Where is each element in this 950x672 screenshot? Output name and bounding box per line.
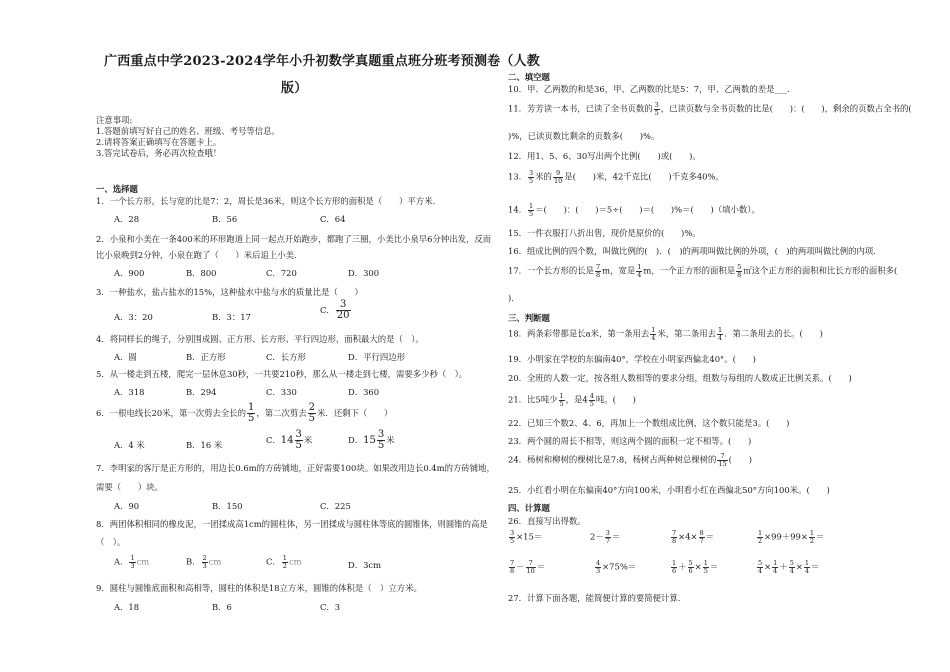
- q7-option-c: C．225: [320, 501, 351, 511]
- question-7-stem-1: 7．李明家的客厅是正方形的，用边长0.6m的方砖铺地，正好需要100块。如果改用边长0.4m的方砖铺地，: [96, 463, 495, 473]
- calc-text: ＝: [536, 561, 546, 572]
- question-23: 23．两个圆的周长不相等，则这两个圆的面积一定不相等。( ): [508, 436, 752, 446]
- fraction: [717, 453, 727, 467]
- q6-option-c: [266, 430, 312, 451]
- denominator: 6: [672, 566, 677, 575]
- question-8-stem-1: 8．两团体积相同的橡皮泥，一团揉成高1cm的圆柱体，另一团揉成与圆柱体等底的圆锥体，则圆锥的高是: [96, 519, 488, 529]
- q21-text-b: ，是: [565, 394, 583, 405]
- calc-item: [670, 560, 718, 574]
- calc-text: ×: [764, 561, 772, 572]
- numerator: 9: [553, 170, 563, 178]
- question-13: [508, 170, 724, 184]
- q1-option-c: C．64: [320, 214, 346, 224]
- denominator: 4: [637, 270, 642, 279]
- q7-option-b: B．150: [212, 501, 243, 511]
- denominator: 5: [377, 440, 385, 451]
- q2-option-c: C．720: [266, 268, 297, 278]
- fraction: [703, 560, 709, 574]
- q18-text-c: ．第二条用去的长。( ): [724, 328, 823, 339]
- q24-text-b: ( ): [728, 454, 752, 465]
- unit: 米: [386, 435, 395, 445]
- denominator: 5: [559, 399, 564, 408]
- q24-text-a: 24．杨树和柳树的棵树比是7:8，杨树占两种树总棵树的: [508, 454, 717, 465]
- numerator: 1: [651, 326, 656, 334]
- numerator: 1: [282, 554, 287, 562]
- calc-text: ×: [795, 561, 803, 572]
- q13-num: 13．: [508, 171, 528, 182]
- fraction: [654, 102, 660, 116]
- question-12: 12．用1、5、6、30写出两个比例( )或( )。: [508, 151, 701, 161]
- fraction: [757, 530, 763, 544]
- section-title-calc: 四、计算题: [508, 503, 550, 513]
- note-item: 2.请将答案正确填写在答题卡上。: [96, 137, 222, 147]
- q8-option-a: [114, 555, 149, 569]
- numerator: 8: [699, 529, 704, 537]
- denominator: 3: [202, 561, 207, 570]
- calc-item: [590, 530, 620, 544]
- denominator: 15: [718, 459, 727, 468]
- fraction: [559, 393, 565, 407]
- q3-option-c: [320, 300, 352, 321]
- numerator: 3: [529, 169, 534, 177]
- q4-option-d: D．平行四边形: [348, 352, 405, 362]
- numerator: 2: [308, 402, 315, 413]
- question-2-stem-1: 2．小泉和小美在一条400米的环形跑道上同一起点开始跑步，都跑了三圈，小美比小泉早6分钟出发，反而: [96, 234, 492, 244]
- question-10: 10．甲、乙两数的和是36，甲、乙两数的比是5：7，甲、乙两数的差是___.: [508, 84, 790, 94]
- calc-text: ＝: [705, 531, 715, 542]
- denominator: 8: [737, 270, 742, 279]
- fraction: [589, 393, 595, 407]
- q17-text-c: m，一个正方形的面积是: [643, 265, 736, 276]
- calc-text: ×99＋99×: [764, 531, 808, 542]
- q4-option-a: A．圆: [114, 352, 137, 362]
- calc-text: ×: [694, 561, 702, 572]
- fraction: [528, 170, 534, 184]
- calc-text: 2－: [590, 531, 604, 542]
- numerator: 1: [247, 402, 255, 413]
- denominator: 10: [553, 176, 563, 185]
- section-title-choice: 一、选择题: [96, 184, 138, 194]
- calc-text: ×4×: [678, 531, 698, 542]
- numerator: 3: [510, 529, 515, 537]
- fraction: [772, 560, 778, 574]
- numerator: 1: [559, 392, 564, 400]
- numerator: 7: [526, 560, 536, 568]
- denominator: 5: [703, 566, 708, 575]
- numerator: 5: [737, 263, 742, 271]
- q6-text-a: 6．一根电线长20米，第一次剪去全长的: [96, 408, 246, 418]
- denominator: 4: [758, 566, 763, 575]
- question-25: 25．小红看小明在东偏南40°方向100米，小明看小红在西偏北50°方向100米。( ): [508, 485, 830, 495]
- q4-option-b: B．正方形: [186, 352, 226, 362]
- note-item: 1.答题前填写好自己的姓名、班级、考号等信息。: [96, 126, 280, 136]
- q6-text-c: 米．还剩下（ ）: [316, 408, 393, 418]
- numerator: 1: [718, 326, 723, 334]
- calc-text: ＝: [811, 561, 820, 572]
- numerator: 4: [596, 559, 601, 567]
- calc-text: ×15＝: [516, 531, 543, 542]
- calc-text: ＋: [779, 561, 788, 572]
- q9-option-c: C．3: [320, 602, 341, 612]
- q5-option-a: A．318: [114, 387, 145, 397]
- q17-text-b: m，宽是: [602, 265, 636, 276]
- page-title-line2: 版）: [281, 81, 308, 96]
- q3-option-b: B．3：17: [212, 312, 251, 322]
- calc-item: [756, 530, 824, 544]
- q6-option-b: B．16 米: [186, 440, 223, 450]
- calc-item: [594, 560, 636, 574]
- calc-item: [670, 530, 714, 544]
- fraction: [377, 430, 385, 451]
- fraction: [699, 530, 705, 544]
- question-20: 20．全班的人数一定，按各组人数相等的要求分组，组数与每组的人数成正比例关系。( ): [508, 373, 852, 383]
- denominator: 7: [605, 536, 610, 545]
- numerator: 1: [637, 263, 642, 271]
- q21-text-a: 21．比5吨少: [508, 394, 558, 405]
- question-26: 26．直接写出得数。: [508, 516, 586, 526]
- q21-text-c: 吨。( ): [595, 394, 636, 405]
- calc-item: [508, 530, 542, 544]
- q2-option-b: B．800: [186, 268, 217, 278]
- mixed-whole: 14: [280, 435, 294, 446]
- question-27: 27．计算下面各题，能简便计算的要简便计算.: [508, 593, 681, 603]
- q8-option-d: D．3cm: [348, 560, 382, 570]
- fraction: [636, 264, 642, 278]
- q11-text-a: 11．芳芳读一本书，已读了全书页数的: [508, 103, 653, 114]
- q9-option-a: A．18: [114, 602, 140, 612]
- unit: cm: [136, 556, 150, 567]
- denominator: 6: [688, 566, 693, 575]
- numerator: 3: [295, 429, 302, 440]
- question-15: 15．一件衣服打八折出售，现价是原价的( )%。: [508, 228, 701, 238]
- denominator: 7: [699, 536, 704, 545]
- fraction: [605, 530, 611, 544]
- calc-text: ＝: [611, 531, 621, 542]
- numerator: 1: [529, 202, 534, 210]
- question-19: 19．小明家在学校的东偏南40°，学校在小明家西偏北40°。( ): [508, 354, 756, 364]
- question-22: 22．已知三个数2、4、6，再加上一个数组成比例，这个数只能是3。( ): [508, 418, 790, 428]
- question-7-stem-2: 需要（ ）块。: [96, 482, 163, 492]
- denominator: 8: [672, 536, 677, 545]
- denominator: 4: [804, 566, 809, 575]
- calc-text: ×75%＝: [602, 561, 637, 572]
- denominator: 4: [651, 333, 656, 342]
- q17-text-d: ㎡这个正方形的面积和比长方形的面积多(: [743, 265, 898, 276]
- question-24: [508, 453, 752, 467]
- q6-option-d: [348, 430, 395, 451]
- fraction: [526, 560, 536, 574]
- question-2-stem-2: 比小泉晚到2分钟，小泉在跑了（ ）米后追上小美.: [96, 250, 297, 260]
- fraction: [789, 560, 795, 574]
- fraction: [308, 403, 316, 424]
- fraction: [688, 560, 694, 574]
- denominator: 4: [718, 333, 723, 342]
- denominator: 5: [529, 209, 534, 218]
- numerator: 1: [809, 529, 815, 537]
- q5-option-c: C．330: [266, 387, 297, 397]
- q14-num: 14．: [508, 204, 528, 215]
- q2-option-a: A．900: [114, 268, 145, 278]
- fraction: [650, 327, 656, 341]
- question-8-stem-2: （ ）。: [96, 537, 126, 547]
- numerator: 3: [377, 429, 385, 440]
- denominator: 2: [758, 536, 763, 545]
- fraction: [717, 327, 723, 341]
- q17-text-a: 17．一个长方形的长是: [508, 265, 595, 276]
- fraction: [553, 170, 563, 184]
- denominator: 5: [510, 536, 515, 545]
- denominator: 3: [130, 561, 135, 570]
- numerator: 3: [654, 101, 659, 109]
- numerator: 5: [758, 559, 763, 567]
- numerator: 4: [589, 392, 594, 400]
- fraction: [336, 300, 351, 321]
- question-11-line-1: [508, 102, 912, 116]
- unit: cm: [208, 556, 222, 567]
- q8-option-a-label: A．: [114, 556, 129, 567]
- q1-option-b: B．56: [212, 214, 238, 224]
- question-16: 16．组成比例的四个数，叫做比例的( )．( )的两项叫做比例的外项，( )的两项叫做比例的内项.: [508, 246, 876, 256]
- fraction: [595, 560, 601, 574]
- denominator: 8: [596, 270, 601, 279]
- q9-option-b: B．6: [212, 602, 232, 612]
- denominator: 20: [336, 310, 350, 321]
- notes-header: 注意事项:: [96, 115, 133, 125]
- numerator: 5: [688, 559, 693, 567]
- q13-text-b: 是( )米，42千克比( )千克多40%。: [564, 171, 724, 182]
- q7-option-a: A．90: [114, 501, 140, 511]
- q4-option-c: C．长方形: [266, 352, 306, 362]
- denominator: 5: [308, 413, 315, 424]
- q14-text: ＝( )：( )＝5÷( )＝( )%＝( )（填小数）。: [535, 204, 760, 215]
- fraction: [671, 560, 677, 574]
- q13-text-a: 米的: [535, 171, 552, 182]
- denominator: 10: [526, 566, 535, 575]
- q1-option-a: A．28: [114, 214, 140, 224]
- calc-item: [756, 560, 819, 574]
- fraction: [671, 530, 677, 544]
- denominator: 2: [809, 536, 815, 545]
- calc-text: ＝: [816, 531, 825, 542]
- q5-option-b: B．294: [186, 387, 217, 397]
- numerator: 3: [605, 529, 610, 537]
- denominator: 8: [510, 566, 515, 575]
- calc-text: －: [516, 561, 525, 572]
- fraction: [247, 403, 255, 424]
- question-3-stem: 3．一种盐水，盐占盐水的15%，这种盐水中盐与水的质量比是（ ）: [96, 287, 363, 297]
- denominator: 5: [247, 413, 255, 424]
- numerator: 1: [758, 529, 763, 537]
- numerator: 7: [672, 529, 677, 537]
- question-17-line-2: )．: [508, 293, 520, 303]
- question-9-stem: 9．圆柱与圆锥底面积和高相等，圆柱的体积是18立方米，圆锥的体积是（ ）立方米。: [96, 583, 422, 593]
- numerator: 1: [773, 559, 778, 567]
- fraction: [595, 264, 601, 278]
- question-18: [508, 327, 823, 341]
- fraction: [804, 560, 810, 574]
- numerator: 7: [510, 559, 515, 567]
- q6-option-a: A．4 米: [114, 440, 145, 450]
- mixed-whole: 4: [582, 394, 588, 405]
- fraction: [509, 530, 515, 544]
- unit: 米: [303, 435, 313, 445]
- q8-option-b: [186, 555, 221, 569]
- fraction: [509, 560, 515, 574]
- fraction: [809, 530, 815, 544]
- q8-option-c: [266, 555, 302, 569]
- q8-option-c-label: C．: [266, 556, 281, 567]
- numerator: 3: [336, 300, 351, 311]
- denominator: 2: [282, 561, 287, 570]
- calc-item: [508, 560, 545, 574]
- fraction: [202, 555, 208, 569]
- denominator: 5: [589, 399, 594, 408]
- q6-option-c-label: C．: [266, 435, 281, 445]
- fraction: [282, 555, 288, 569]
- fraction: [295, 430, 303, 451]
- fraction: [757, 560, 763, 574]
- q6-option-d-label: D．: [348, 435, 364, 445]
- denominator: 4: [789, 566, 794, 575]
- q18-text-b: 米，第二条用去: [657, 328, 717, 339]
- denominator: 3: [596, 566, 601, 575]
- fraction: [528, 203, 534, 217]
- calc-text: ＝: [709, 561, 719, 572]
- denominator: 4: [773, 566, 778, 575]
- calc-text: ＋: [678, 561, 687, 572]
- question-14: [508, 203, 760, 217]
- question-17-line-1: [508, 264, 897, 278]
- page-title-line1: 广西重点中学2023-2024学年小升初数学真题重点班分班考预测卷（人教: [104, 54, 540, 69]
- denominator: 5: [295, 440, 302, 451]
- q11-text-b: ，已读页数与全书页数的比是( )：( )，剩余的页数占全书的(: [660, 103, 912, 114]
- mixed-whole: 15: [363, 435, 376, 446]
- q2-option-d: D．300: [348, 268, 380, 278]
- q3-option-a: A．3：20: [114, 312, 153, 322]
- q5-option-d: D．360: [348, 387, 380, 397]
- numerator: 7: [596, 263, 601, 271]
- q3-option-c-label: C．: [320, 305, 335, 315]
- section-title-fill: 二、填空题: [508, 72, 550, 82]
- numerator: 2: [202, 554, 207, 562]
- question-6-stem: [96, 403, 392, 424]
- numerator: 7: [717, 453, 727, 461]
- q18-text-a: 18．两条彩带都是长a米，第一条用去: [508, 328, 650, 339]
- question-11-line-2: )%，已读页数比剩余的页数多( )%。: [508, 131, 660, 141]
- numerator: 1: [672, 559, 677, 567]
- question-21: [508, 393, 636, 407]
- q8-option-b-label: B．: [186, 556, 201, 567]
- note-item: 3.答完试卷后，务必再次检查哦！: [96, 148, 222, 158]
- numerator: 1: [804, 559, 809, 567]
- unit: cm: [288, 556, 302, 567]
- question-5-stem: 5．从一楼走到五楼，爬完一层休息30秒，一共要210秒，那么从一楼走到七楼，需要多少秒（ ）。: [96, 369, 468, 379]
- section-title-judge: 三、判断题: [508, 313, 550, 323]
- denominator: 5: [529, 176, 534, 185]
- denominator: 5: [654, 108, 659, 117]
- fraction: [129, 555, 135, 569]
- fraction: [736, 264, 742, 278]
- numerator: 5: [789, 559, 794, 567]
- numerator: 1: [130, 554, 135, 562]
- question-1-stem: 1．一个长方形，长与宽的比是7：2，周长是36米，则这个长方形的面积是（ ）平方米.: [96, 196, 436, 206]
- q6-text-b: ，第二次剪去: [256, 408, 307, 418]
- numerator: 1: [703, 559, 708, 567]
- question-4-stem: 4．将同样长的绳子，分别围成圆、正方形、长方形、平行四边形，面积最大的是（ ）。: [96, 334, 424, 344]
